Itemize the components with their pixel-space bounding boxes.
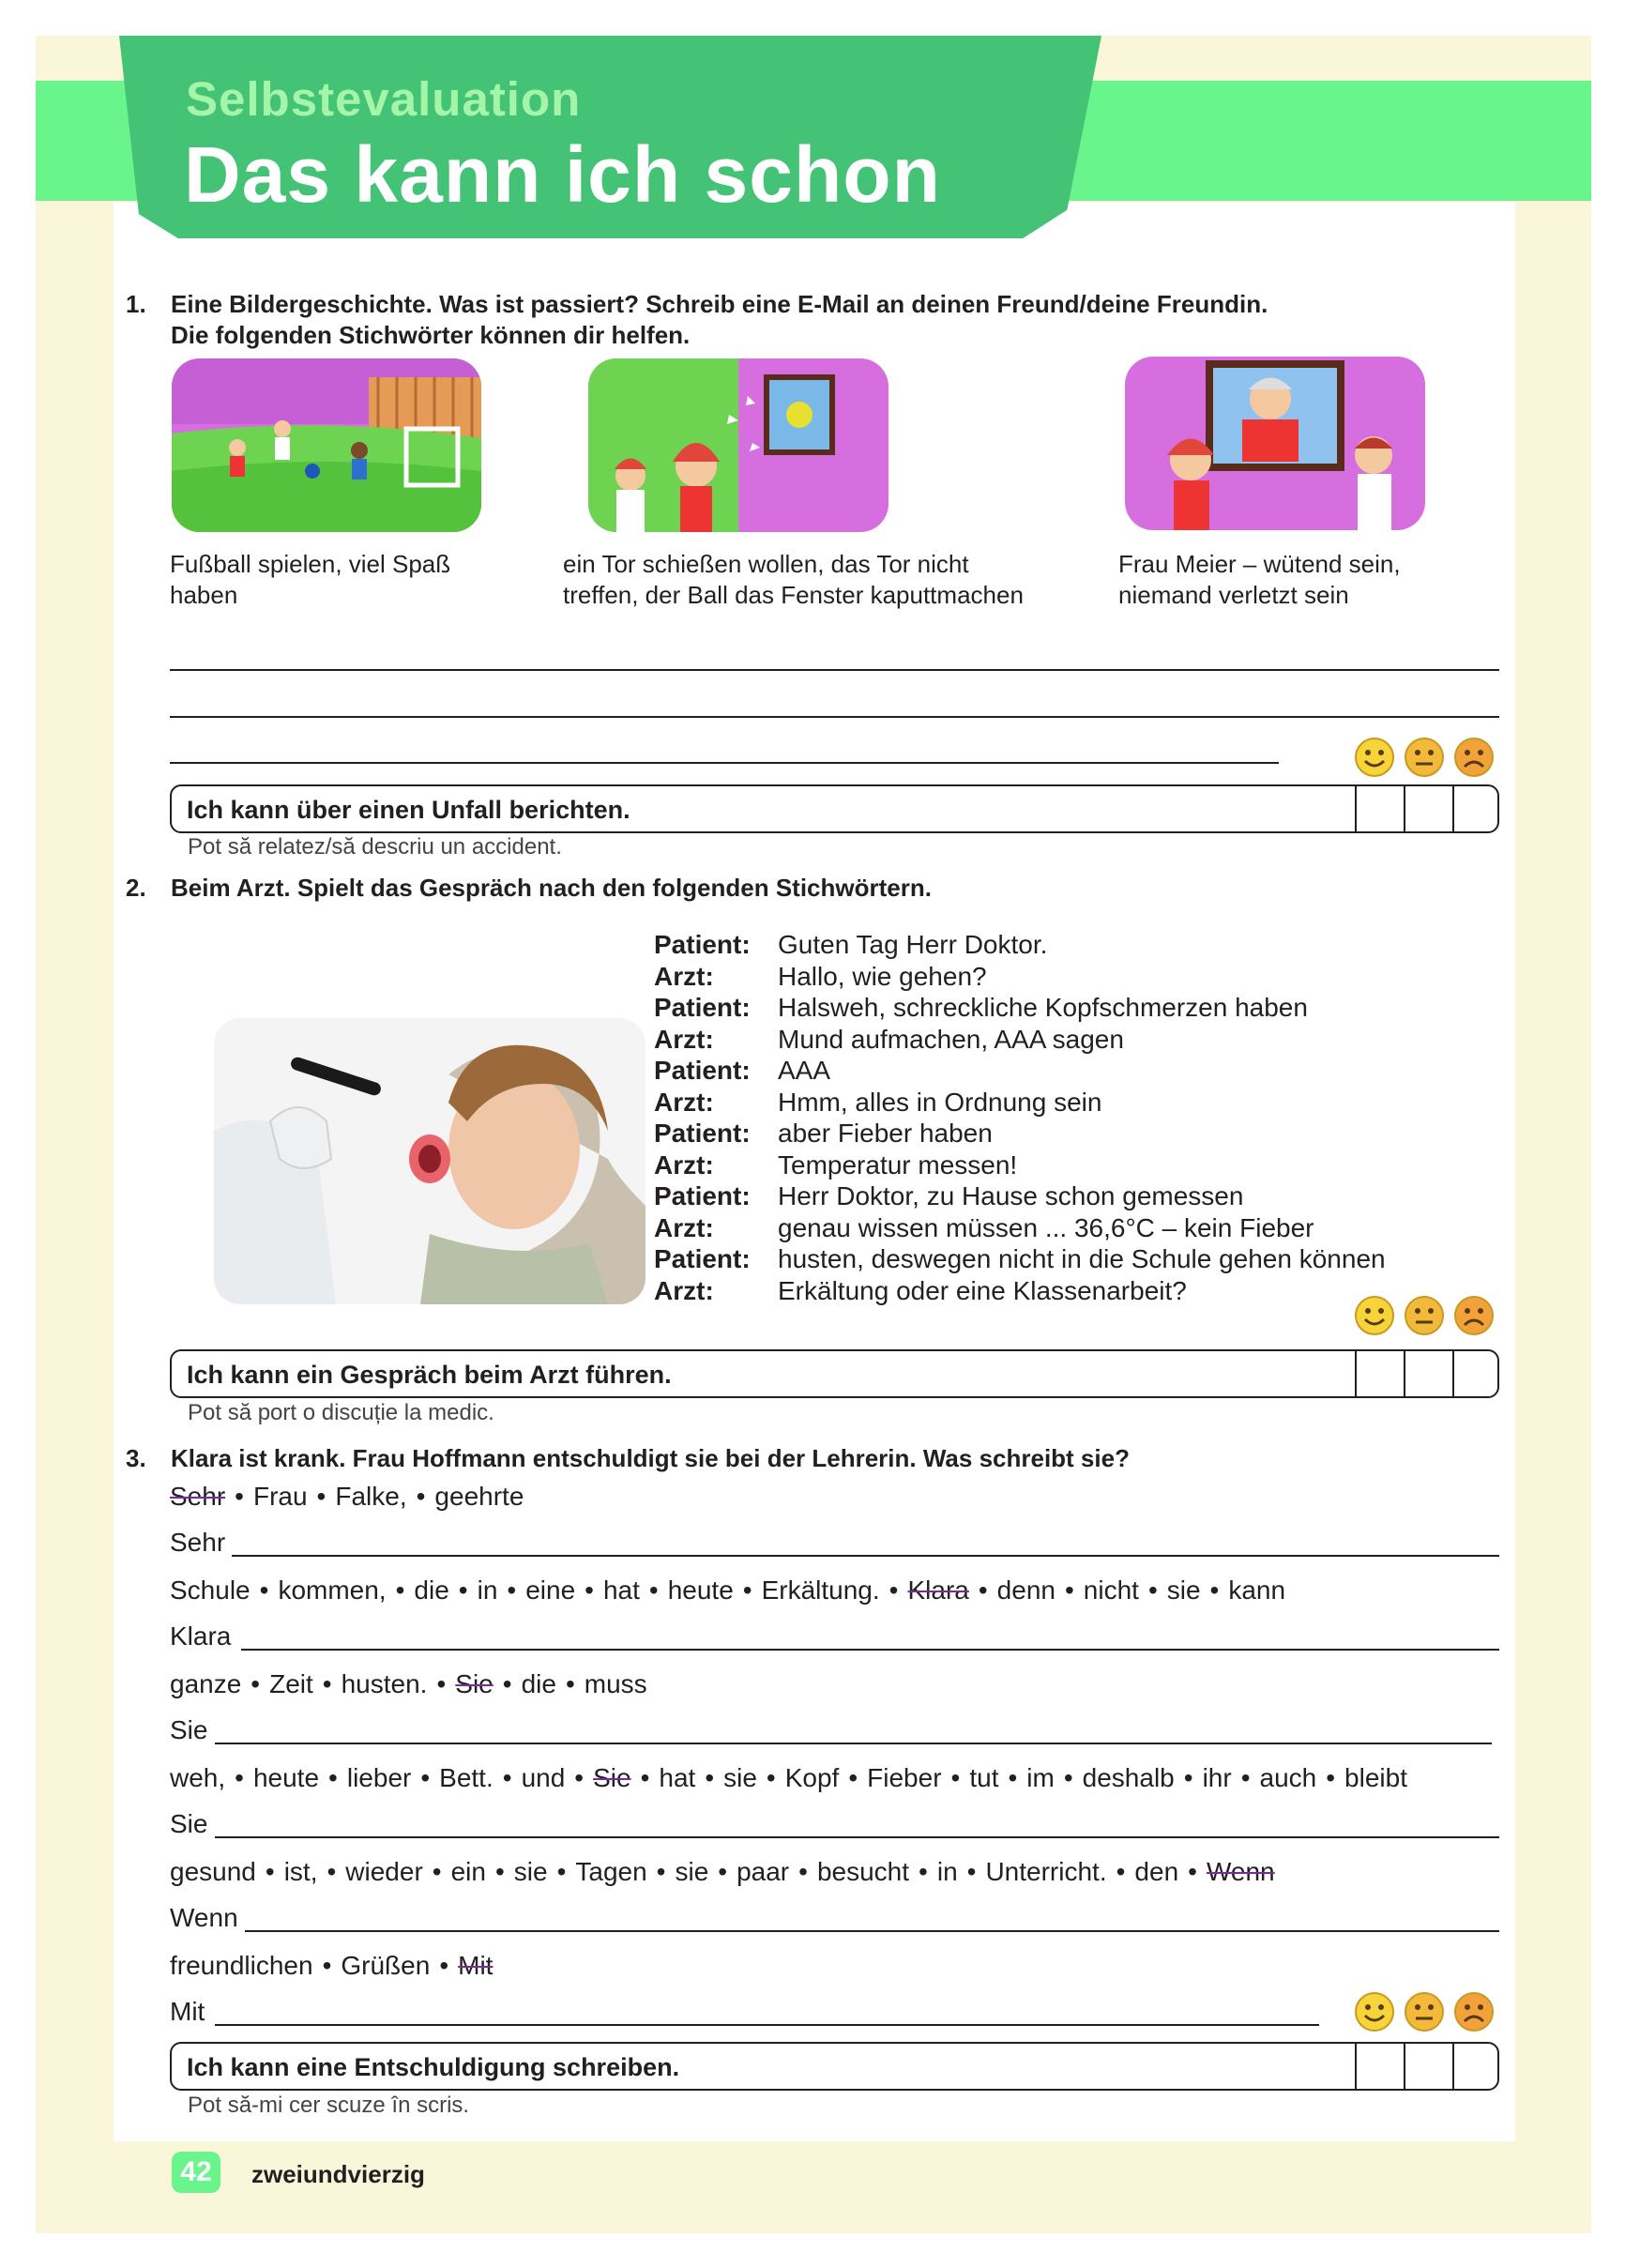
bullet-separator: • xyxy=(848,1763,858,1792)
answer-prefix: Sehr xyxy=(170,1528,226,1557)
bullet-separator: • xyxy=(1188,1857,1197,1886)
scramble-word: besucht xyxy=(816,1857,910,1886)
speaker: Arzt: xyxy=(654,1212,714,1242)
speaker: Arzt: xyxy=(654,1024,714,1054)
scramble-word: lieber xyxy=(346,1763,412,1792)
bullet-separator: • xyxy=(458,1575,468,1605)
rating-box-happy[interactable] xyxy=(1355,1351,1404,1396)
dialogue-line xyxy=(654,1149,1386,1181)
answer-line[interactable] xyxy=(215,1743,1492,1744)
scramble-word: kann xyxy=(1228,1575,1286,1605)
writing-line[interactable] xyxy=(170,669,1499,671)
scramble-word: und xyxy=(521,1763,566,1792)
bullet-separator: • xyxy=(1063,1763,1073,1792)
answer-prefix: Sie xyxy=(170,1715,208,1744)
speaker: Patient: xyxy=(654,993,751,1022)
can-do-statement xyxy=(170,1349,1499,1398)
bullet-separator: • xyxy=(966,1857,977,1886)
scramble-word: im xyxy=(1026,1763,1055,1792)
bullet-separator: • xyxy=(1209,1575,1220,1605)
happy-face-icon[interactable] xyxy=(1354,1991,1395,2032)
task-number: 1. xyxy=(126,290,146,318)
scramble-word: sie xyxy=(723,1763,757,1792)
scramble-word: geehrte xyxy=(434,1482,524,1511)
line-text: Guten Tag Herr Doktor. xyxy=(778,930,1048,959)
bullet-separator: • xyxy=(322,1951,332,1980)
bullet-separator: • xyxy=(888,1575,899,1605)
bullet-separator: • xyxy=(235,1763,244,1792)
scramble-word: Fieber xyxy=(867,1763,942,1792)
rating-box-happy[interactable] xyxy=(1355,2044,1404,2089)
scramble-word: kommen, xyxy=(278,1575,387,1605)
line-text: Hallo, wie gehen? xyxy=(778,961,987,991)
scramble-word: sie xyxy=(513,1857,548,1886)
scramble-word: ist, xyxy=(283,1857,318,1886)
dialogue-line xyxy=(654,1180,1386,1212)
bullet-separator: • xyxy=(585,1575,594,1605)
answer-prefix: Sie xyxy=(170,1809,208,1838)
bullet-separator: • xyxy=(316,1482,327,1511)
scramble-word: heute xyxy=(252,1763,320,1792)
scramble-word: auch xyxy=(1259,1763,1317,1792)
answer-prefix: Wenn xyxy=(170,1903,238,1932)
dialogue-line xyxy=(654,929,1386,961)
scramble-word: Grüßen xyxy=(341,1951,431,1980)
scramble-word: Frau xyxy=(252,1482,308,1511)
bullet-separator: • xyxy=(494,1857,505,1886)
used-word: Mit xyxy=(458,1951,494,1980)
dialogue-line xyxy=(654,1024,1386,1056)
rating-box-sad[interactable] xyxy=(1452,2044,1497,2089)
happy-face-icon[interactable] xyxy=(1354,1295,1395,1336)
scramble-word: in xyxy=(936,1857,958,1886)
bullet-separator: • xyxy=(766,1763,776,1792)
line-text: Erkältung oder eine Klassenarbeit? xyxy=(778,1275,1187,1305)
scramble-word: Zeit xyxy=(269,1669,313,1698)
scramble-word: die xyxy=(414,1575,449,1605)
bullet-separator: • xyxy=(1116,1857,1126,1886)
bullet-separator: • xyxy=(259,1575,269,1605)
page-title: Das kann ich schon xyxy=(184,130,941,219)
answer-prefix: Mit xyxy=(170,1997,205,2026)
caption-2: ein Tor schießen wollen, das Tor nicht treffen, der Ball das Fenster kaputtmachen xyxy=(563,550,1024,609)
scramble-word: die xyxy=(521,1669,556,1698)
bullet-separator: • xyxy=(416,1482,426,1511)
scramble-word: Kopf xyxy=(784,1763,840,1792)
angry-neighbour-illustration xyxy=(1125,357,1425,530)
dialogue-line xyxy=(654,992,1386,1024)
scramble-word: sie xyxy=(1166,1575,1201,1605)
scramble-word: tut xyxy=(969,1763,999,1792)
bullet-separator: • xyxy=(420,1763,431,1792)
used-word: Sie xyxy=(455,1669,494,1698)
speaker: Patient: xyxy=(654,1181,751,1210)
can-do-label: Ich kann eine Entschuldigung schreiben. xyxy=(187,2053,680,2081)
bullet-separator: • xyxy=(1008,1763,1018,1792)
scramble-word: eine xyxy=(525,1575,576,1605)
bullet-separator: • xyxy=(1183,1763,1193,1792)
scramble-word: hat xyxy=(659,1763,696,1792)
doctor-examination-photo xyxy=(214,1018,645,1304)
bullet-separator: • xyxy=(640,1763,650,1792)
writing-line[interactable] xyxy=(170,716,1499,718)
bullet-separator: • xyxy=(656,1857,666,1886)
bullet-separator: • xyxy=(251,1669,261,1698)
bullet-separator: • xyxy=(265,1857,275,1886)
speaker: Patient: xyxy=(654,1244,751,1273)
used-word: Klara xyxy=(907,1575,969,1605)
happy-face-icon[interactable] xyxy=(1354,737,1395,778)
page-number-word: zweiundvierzig xyxy=(251,2160,425,2188)
scramble-word: wieder xyxy=(345,1857,423,1886)
scramble-word: denn xyxy=(996,1575,1055,1605)
scramble-word: sie xyxy=(675,1857,709,1886)
bullet-separator: • xyxy=(648,1575,659,1605)
bullet-separator: • xyxy=(742,1575,752,1605)
scramble-word: Falke, xyxy=(335,1482,407,1511)
neutral-face-icon[interactable] xyxy=(1404,1991,1445,2032)
dialogue-line xyxy=(654,1118,1386,1149)
answer-line[interactable] xyxy=(215,1836,1499,1838)
neutral-face-icon[interactable] xyxy=(1404,737,1445,778)
scramble-word: Unterricht. xyxy=(985,1857,1107,1886)
line-text: genau wissen müssen ... 36,6°C – kein Fieber xyxy=(778,1212,1314,1242)
line-text: aber Fieber haben xyxy=(778,1119,993,1148)
rating-box-neutral[interactable] xyxy=(1404,1351,1452,1396)
doctor-dialogue xyxy=(654,929,1386,1306)
bullet-separator: • xyxy=(718,1857,728,1886)
dialogue-line xyxy=(654,1212,1386,1244)
section-kicker: Selbstevaluation xyxy=(186,72,582,126)
dialogue-line xyxy=(654,1087,1386,1119)
scramble-word: weh, xyxy=(170,1763,226,1792)
scramble-word: nicht xyxy=(1083,1575,1139,1605)
word-scramble-line xyxy=(170,1575,1285,1606)
speaker: Arzt: xyxy=(654,1087,714,1117)
rating-box-neutral[interactable] xyxy=(1404,2044,1452,2089)
caption-3: Frau Meier – wütend sein, niemand verletzt sein xyxy=(1118,550,1401,609)
can-do-statement xyxy=(170,784,1499,833)
can-do-label: Ich kann ein Gespräch beim Arzt führen. xyxy=(187,1361,672,1389)
bullet-separator: • xyxy=(565,1669,575,1698)
task-number: 3. xyxy=(126,1444,146,1472)
bullet-separator: • xyxy=(502,1763,512,1792)
bullet-separator: • xyxy=(1240,1763,1251,1792)
bullet-separator: • xyxy=(705,1763,715,1792)
line-text: AAA xyxy=(778,1056,831,1085)
scramble-word: ihr xyxy=(1202,1763,1232,1792)
bullet-separator: • xyxy=(327,1857,337,1886)
scramble-word: Schule xyxy=(170,1575,251,1605)
bullet-separator: • xyxy=(1147,1575,1158,1605)
word-scramble-line xyxy=(170,1856,1275,1888)
bullet-separator: • xyxy=(1326,1763,1336,1792)
caption-1: Fußball spielen, viel Spaß haben xyxy=(170,550,451,609)
scramble-word: deshalb xyxy=(1082,1763,1175,1792)
rating-box-happy[interactable] xyxy=(1355,786,1404,831)
scramble-word: bleibt xyxy=(1344,1763,1407,1792)
bullet-separator: • xyxy=(328,1763,338,1792)
rating-box-sad[interactable] xyxy=(1452,786,1497,831)
translation: Pot să relatez/să descriu un accident. xyxy=(188,834,562,860)
dialogue-line xyxy=(654,961,1386,993)
football-illustration xyxy=(172,358,481,532)
sad-face-icon[interactable] xyxy=(1453,737,1495,778)
task-instruction: Eine Bildergeschichte. Was ist passiert? Schreib eine E-Mail an deinen Freund/deine Freundin. Die folgenden Stichwörter können dir helfen. xyxy=(171,290,1268,349)
rating-box-sad[interactable] xyxy=(1452,1351,1497,1396)
scramble-word: gesund xyxy=(170,1857,256,1886)
line-text: Temperatur messen! xyxy=(778,1149,1018,1180)
answer-line[interactable] xyxy=(232,1555,1499,1557)
used-word: Sie xyxy=(593,1763,631,1792)
speaker: Patient: xyxy=(654,930,751,959)
page-number: 42 xyxy=(172,2152,220,2193)
bullet-separator: • xyxy=(235,1482,244,1511)
used-word: Wenn xyxy=(1206,1857,1275,1886)
scramble-word: Bett. xyxy=(439,1763,494,1792)
scramble-word: heute xyxy=(667,1575,734,1605)
scramble-word: Tagen xyxy=(575,1857,647,1886)
speaker: Arzt: xyxy=(654,1149,714,1180)
line-text: husten, deswegen nicht in die Schule gehen können xyxy=(778,1244,1386,1273)
dialogue-line xyxy=(654,1275,1386,1307)
writing-line[interactable] xyxy=(170,762,1279,764)
word-scramble-line xyxy=(170,1481,524,1513)
neutral-face-icon[interactable] xyxy=(1404,1295,1445,1336)
bullet-separator: • xyxy=(798,1857,808,1886)
sad-face-icon[interactable] xyxy=(1453,1295,1495,1336)
translation: Pot să port o discuție la medic. xyxy=(188,1400,494,1425)
line-text: Herr Doktor, zu Hause schon gemessen xyxy=(778,1181,1244,1210)
speaker: Arzt: xyxy=(654,961,714,991)
scramble-word: hat xyxy=(602,1575,640,1605)
bullet-separator: • xyxy=(432,1857,442,1886)
scramble-word: Erkältung. xyxy=(761,1575,880,1605)
bullet-separator: • xyxy=(574,1763,585,1792)
answer-line[interactable] xyxy=(241,1649,1499,1651)
translation: Pot să-mi cer scuze în scris. xyxy=(188,2093,470,2118)
line-text: Hmm, alles in Ordnung sein xyxy=(778,1087,1102,1117)
bullet-separator: • xyxy=(439,1951,449,1980)
word-scramble-line xyxy=(170,1950,493,1982)
bullet-separator: • xyxy=(395,1575,405,1605)
sad-face-icon[interactable] xyxy=(1453,1991,1495,2032)
bullet-separator: • xyxy=(950,1763,961,1792)
word-scramble-line xyxy=(170,1668,647,1700)
scramble-word: freundlichen xyxy=(170,1951,313,1980)
speaker: Patient: xyxy=(654,1056,751,1085)
task-number: 2. xyxy=(126,874,146,902)
scramble-word: muss xyxy=(584,1669,647,1698)
scramble-word: husten. xyxy=(341,1669,428,1698)
scramble-word: paar xyxy=(737,1857,790,1886)
bullet-separator: • xyxy=(436,1669,447,1698)
can-do-label: Ich kann über einen Unfall berichten. xyxy=(187,796,630,824)
word-scramble-line xyxy=(170,1762,1407,1794)
answer-line[interactable] xyxy=(215,2024,1319,2026)
bullet-separator: • xyxy=(502,1669,512,1698)
bullet-separator: • xyxy=(1064,1575,1074,1605)
bullet-separator: • xyxy=(556,1857,567,1886)
line-text: Mund aufmachen, AAA sagen xyxy=(778,1024,1124,1054)
task-instruction: Beim Arzt. Spielt das Gespräch nach den folgenden Stichwörtern. xyxy=(171,874,932,902)
speaker: Arzt: xyxy=(654,1275,714,1305)
can-do-statement xyxy=(170,2042,1499,2091)
answer-line[interactable] xyxy=(245,1930,1499,1932)
task-instruction: Klara ist krank. Frau Hoffmann entschuldigt sie bei der Lehrerin. Was schreibt sie? xyxy=(171,1444,1130,1472)
scramble-word: den xyxy=(1134,1857,1179,1886)
scramble-word: in xyxy=(477,1575,498,1605)
bullet-separator: • xyxy=(507,1575,517,1605)
bullet-separator: • xyxy=(919,1857,928,1886)
scramble-word: ein xyxy=(450,1857,486,1886)
rating-box-neutral[interactable] xyxy=(1404,786,1452,831)
scramble-word: ganze xyxy=(170,1669,242,1698)
broken-window-illustration xyxy=(588,358,888,532)
dialogue-line xyxy=(654,1243,1386,1275)
answer-prefix: Klara xyxy=(170,1621,232,1651)
dialogue-line xyxy=(654,1055,1386,1087)
speaker: Patient: xyxy=(654,1119,751,1148)
bullet-separator: • xyxy=(322,1669,332,1698)
line-text: Halsweh, schreckliche Kopfschmerzen haben xyxy=(778,993,1308,1022)
bullet-separator: • xyxy=(978,1575,988,1605)
used-word: Sehr xyxy=(170,1482,226,1511)
